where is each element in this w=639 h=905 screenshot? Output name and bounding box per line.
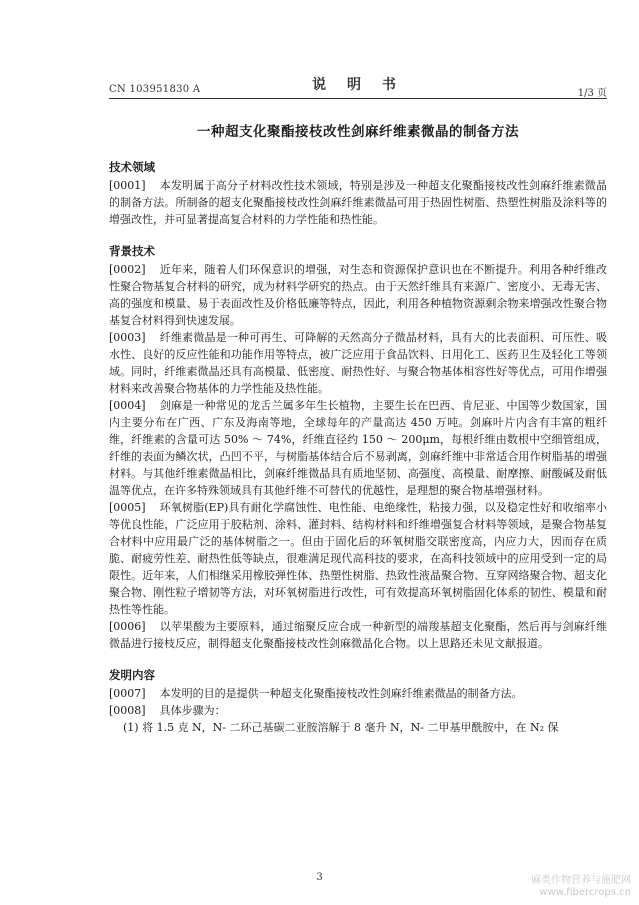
paragraph-text: 环氧树脂(EP)具有耐化学腐蚀性、电性能、电绝缘性，粘接力强，以及稳定性好和收缩率小等优良性能，广泛应用于胶粘剂、涂料、灌封料、结构材料和纤维增强复合材料等领域，是聚合物基复合材料中应用最广泛的基体树脂之一。但由于固化后的环氧树脂交联密度高，内应力大，因而存在质脆、耐疲劳性差、耐热性低等缺点，很难满足现代高科技的要求，在高科技领域中的应用受到一定的局限性。近年来，人们相继采用橡胶弹性体、热塑性树脂、热致性液晶聚合物、互穿网络聚合物、超支化聚合物、刚性粒子增韧等方法，对环氧树脂进行改性，可有效提高环氧树脂固化体系的韧性、模量和耐热性等性能。 bbox=[109, 501, 607, 616]
paragraph-0007 bbox=[109, 685, 607, 702]
paragraph-number: [0003] bbox=[109, 331, 146, 344]
watermark bbox=[491, 875, 631, 899]
document-body bbox=[109, 158, 607, 736]
paragraph-number: [0005] bbox=[109, 501, 146, 514]
paragraph-0006 bbox=[109, 618, 607, 652]
paragraph-0004 bbox=[109, 397, 607, 499]
paragraph-number: [0006] bbox=[109, 620, 146, 633]
section-gap bbox=[109, 652, 607, 666]
page-indicator: 1/3 页 bbox=[577, 88, 607, 99]
step-1: (1) 将 1.5 克 N，N- 二环己基碳二亚胺溶解于 8 毫升 N，N- 二甲基甲酰胺中，在 N₂ 保 bbox=[123, 721, 559, 734]
page-header bbox=[109, 74, 607, 98]
paragraph-text: 剑麻是一种常见的龙舌兰属多年生长植物，主要生长在巴西、肯尼亚、中国等少数国家，国内主要分布在广西、广东及海南等地，全球每年的产量高达 450 万吨。剑麻叶片内含有丰富的粗纤维，纤维素的含量可达 50% ～ 74%，纤维直径约 150 ～ 200μm，每根纤维由数根中空细管组成，纤维的表面为鳞次状，凸凹不平，与树脂基体结合后不易剥离，剑麻纤维中非常适合用作树脂基的增强材料。与其他纤维素微晶相比，剑麻纤维微晶具有质地坚韧、高强度、高模量、耐摩擦、耐酸碱及耐低温等优点，在许多特殊领域具有其他纤维不可替代的优越性，是理想的聚合物基增强材料。 bbox=[109, 399, 607, 497]
paragraph-0005 bbox=[109, 499, 607, 618]
paragraph-text: 具体步骤为： bbox=[159, 704, 226, 717]
publication-number: CN 103951830 A bbox=[109, 84, 201, 95]
header-title: 说 明 书 bbox=[312, 77, 404, 93]
paragraph-0002 bbox=[109, 261, 607, 329]
paragraph-number: [0001] bbox=[109, 179, 146, 192]
paragraph-0003 bbox=[109, 329, 607, 397]
paragraph-0008 bbox=[109, 702, 607, 719]
page-number: 3 bbox=[316, 872, 323, 883]
document-title: 一种超支化聚酯接枝改性剑麻纤维素微晶的制备方法 bbox=[197, 124, 519, 140]
paragraph-text: 以苹果酸为主要原料，通过缩聚反应合成一种新型的端羧基超支化聚酯，然后再与剑麻纤维微晶进行接枝反应，制得超支化聚酯接枝改性剑麻微晶化合物。以上思路还未见文献报道。 bbox=[109, 620, 607, 650]
header-divider bbox=[109, 98, 607, 99]
paragraph-number: [0004] bbox=[109, 399, 146, 412]
paragraph-0001 bbox=[109, 177, 607, 228]
paragraph-text: 本发明的目的是提供一种超支化聚酯接枝改性剑麻纤维素微晶的制备方法。 bbox=[159, 687, 523, 700]
section-heading-invention: 发明内容 bbox=[109, 668, 155, 682]
paragraph-text: 本发明属于高分子材料改性技术领域，特别是涉及一种超支化聚酯接枝改性剑麻纤维素微晶的制备方法。所制备的超支化聚酯接枝改性剑麻纤维素微晶可用于热固性树脂、热塑性树脂及涂料等的增强改性，并可显著提高复合材料的力学性能和热性能。 bbox=[109, 179, 607, 226]
paragraph-number: [0002] bbox=[109, 263, 146, 276]
watermark-line-2: www.fibercrops.cn bbox=[539, 887, 631, 898]
section-heading-tech-field: 技术领域 bbox=[109, 160, 155, 174]
watermark-line-1: 麻类作物营养与施肥网 bbox=[531, 875, 631, 886]
paragraph-text: 纤维素微晶是一种可再生、可降解的天然高分子微晶材料，具有大的比表面积、可压性、吸水性、良好的反应性能和功能作用等特点，被广泛应用于食品饮料、日用化工、医药卫生及轻化工等领域。同时，纤维素微晶还具有高模量、低密度、耐热性好、与聚合物基体相容性好等优点，可用作增强材料来改善聚合物基体的力学性能及热性能。 bbox=[109, 331, 607, 395]
paragraph-text: 近年来，随着人们环保意识的增强，对生态和资源保护意识也在不断提升。利用各种纤维改性聚合物基复合材料的研究，成为材料学研究的热点。由于天然纤维具有来源广、密度小、无毒无害、高的强度和模量、易于表面改性及价格低廉等特点，因此，利用各种植物资源剩余物来增强改性聚合物基复合材料得到快速发展。 bbox=[109, 263, 607, 327]
paragraph-number: [0007] bbox=[109, 687, 146, 700]
section-heading-background: 背景技术 bbox=[109, 244, 155, 258]
section-gap bbox=[109, 228, 607, 242]
paragraph-number: [0008] bbox=[109, 704, 146, 717]
